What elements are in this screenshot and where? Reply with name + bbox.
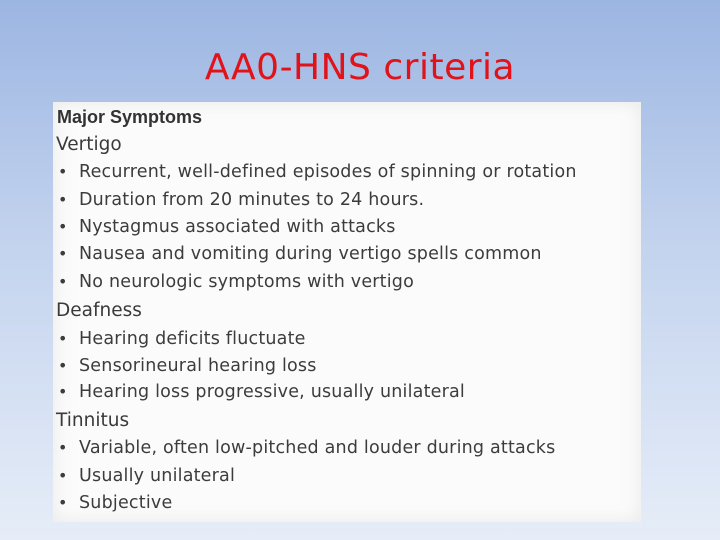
list-item-text: Hearing deficits fluctuate xyxy=(79,329,306,349)
list-item-text: Duration from 20 minutes to 24 hours. xyxy=(79,190,425,210)
major-symptoms-heading: Major Symptoms xyxy=(57,107,203,127)
bullet-icon: • xyxy=(58,190,68,209)
bullet-icon: • xyxy=(58,438,68,457)
bullet-icon: • xyxy=(58,356,68,375)
bullet-icon: • xyxy=(58,382,68,401)
list-item-text: Sensorineural hearing loss xyxy=(79,356,317,376)
section-title-tinnitus: Tinnitus xyxy=(56,410,130,431)
bullet-icon: • xyxy=(58,493,68,512)
section-title-deafness: Deafness xyxy=(56,300,142,321)
list-item-text: Hearing loss progressive, usually unilateral xyxy=(79,382,465,402)
bullet-icon: • xyxy=(58,244,68,263)
list-item-text: Usually unilateral xyxy=(79,466,236,486)
list-item-text: Recurrent, well-defined episodes of spinning or rotation xyxy=(79,162,577,182)
list-item-text: Variable, often low-pitched and louder during attacks xyxy=(79,438,556,458)
list-item-text: Nausea and vomiting during vertigo spells common xyxy=(79,244,542,264)
bullet-icon: • xyxy=(58,466,68,485)
slide-title: AA0-HNS criteria xyxy=(204,47,516,88)
section-title-vertigo: Vertigo xyxy=(56,134,122,155)
bullet-icon: • xyxy=(58,217,68,236)
bullet-icon: • xyxy=(58,162,68,181)
list-item-text: Nystagmus associated with attacks xyxy=(79,217,396,237)
bullet-icon: • xyxy=(58,329,68,348)
list-item-text: Subjective xyxy=(79,493,173,513)
scanned-criteria-page xyxy=(53,102,641,522)
list-item-text: No neurologic symptoms with vertigo xyxy=(79,272,415,292)
bullet-icon: • xyxy=(58,272,68,291)
